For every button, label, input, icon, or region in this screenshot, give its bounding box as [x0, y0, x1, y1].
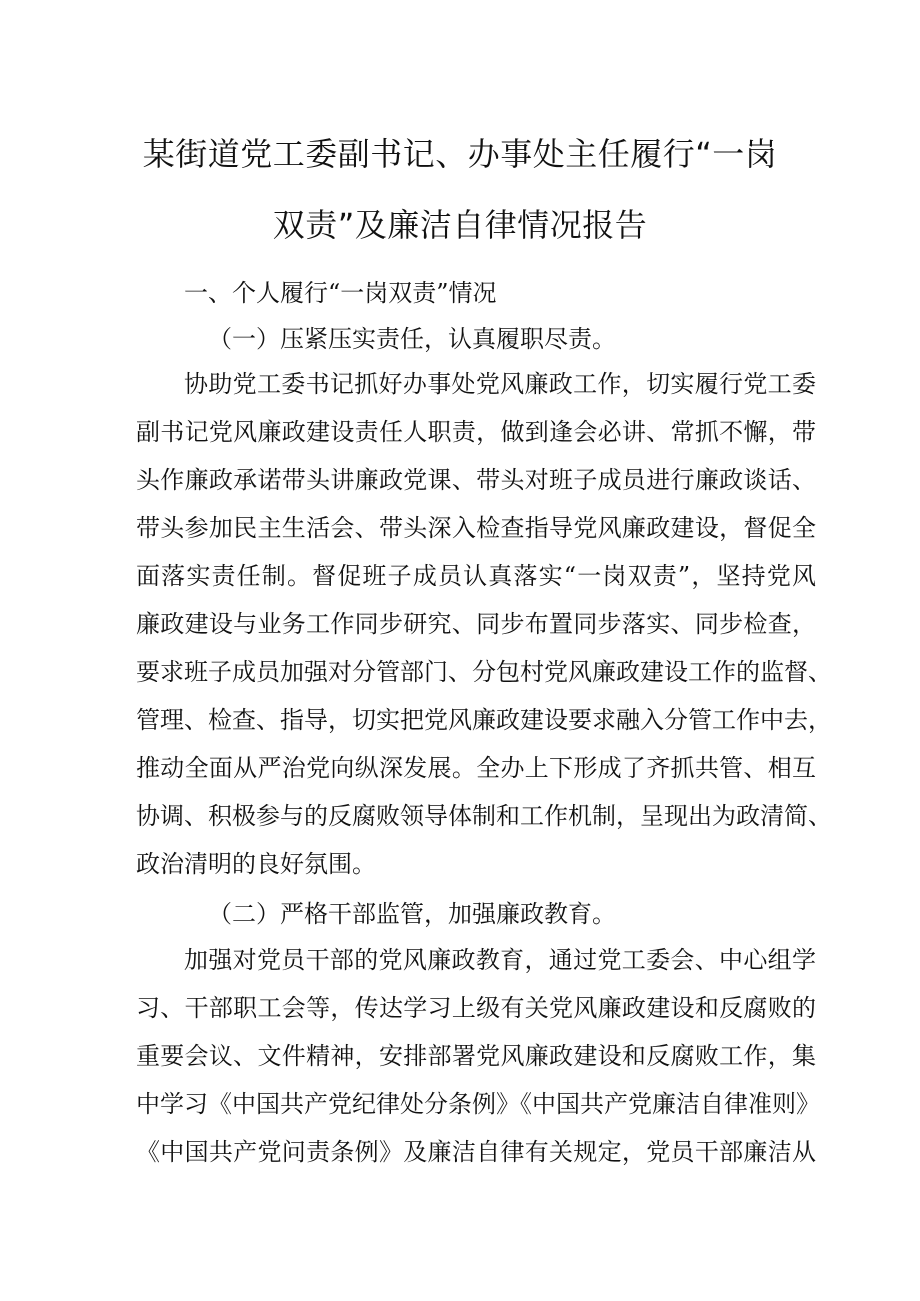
- paragraph-line: 面落实责任制。督促班子成员认真落实“一岗双责”，坚持党风: [136, 562, 816, 590]
- paragraph-1: [136, 369, 832, 897]
- paragraph-line: 要求班子成员加强对分管部门、分包村党风廉政建设工作的监督、: [136, 658, 832, 686]
- paragraph-line: 协调、积极参与的反腐败领导体制和工作机制，呈现出为政清简、: [136, 802, 832, 830]
- paragraph-line: 廉政建设与业务工作同步研究、同步布置同步落实、同步检查，: [136, 610, 816, 638]
- paragraph-2: [136, 945, 820, 1185]
- paragraph-line: 推动全面从严治党向纵深发展。全办上下形成了齐抓共管、相互: [136, 754, 816, 782]
- paragraph-line: 带头参加民主生活会、带头深入检查指导党风廉政建设，督促全: [136, 514, 816, 542]
- document-title-line-2: 双责”及廉洁自律情况报告: [272, 206, 648, 244]
- paragraph-line: 加强对党员干部的党风廉政教育，通过党工委会、中心组学: [184, 946, 816, 974]
- paragraph-line: 头作廉政承诺带头讲廉政党课、带头对班子成员进行廉政谈话、: [136, 466, 816, 494]
- paragraph-line: 副书记党风廉政建设责任人职责，做到逢会必讲、常抓不懈，带: [136, 418, 816, 446]
- section-heading-1: 一、个人履行“一岗双责”情况: [184, 279, 497, 307]
- paragraph-line: 重要会议、文件精神，安排部署党风廉政建设和反腐败工作，集: [136, 1042, 816, 1070]
- subsection-heading-1: （一）压紧压实责任，认真履职尽责。: [208, 325, 616, 353]
- paragraph-line: 《中国共产党问责条例》及廉洁自律有关规定，党员干部廉洁从: [136, 1138, 816, 1166]
- paragraph-line: 习、干部职工会等，传达学习上级有关党风廉政建设和反腐败的: [136, 994, 816, 1022]
- document-title-line-1: 某街道党工委副书记、办事处主任履行“一岗: [142, 135, 778, 173]
- paragraph-line: 政治清明的良好氛围。: [136, 850, 376, 878]
- paragraph-line: 管理、检查、指导，切实把党风廉政建设要求融入分管工作中去，: [136, 706, 832, 734]
- paragraph-line: 协助党工委书记抓好办事处党风廉政工作，切实履行党工委: [184, 370, 816, 398]
- paragraph-line: 中学习《中国共产党纪律处分条例》《中国共产党廉洁自律准则》: [136, 1090, 820, 1118]
- subsection-heading-2: （二）严格干部监管，加强廉政教育。: [208, 900, 616, 928]
